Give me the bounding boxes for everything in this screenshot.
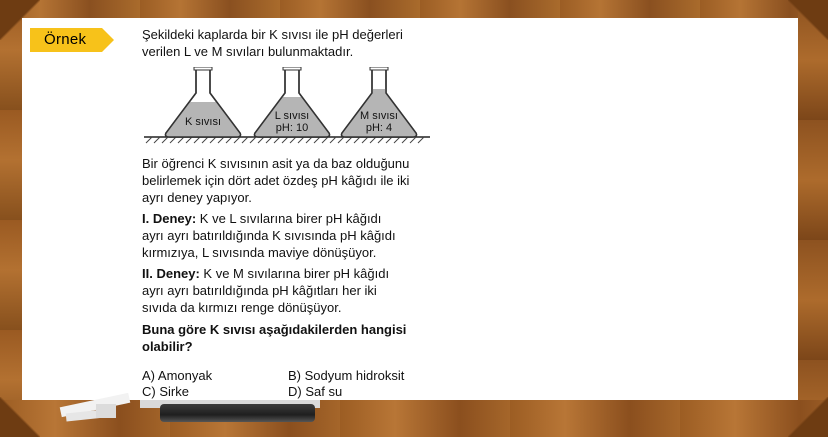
para1-line-3: ayrı deney yapıyor.: [142, 190, 252, 205]
eraser: [160, 404, 315, 422]
question-prompt: [142, 321, 442, 355]
flask-l-label: [259, 110, 325, 134]
flask-m-name: M sıvısı: [360, 110, 398, 122]
para1-line-1: Bir öğrenci K sıvısının asit ya da baz olduğunu: [142, 156, 410, 171]
exp2-line-3: sıvıda da kırmızı renge dönüşüyor.: [142, 300, 342, 315]
frame-right: [798, 0, 828, 437]
question-line-2: olabilir?: [142, 339, 193, 354]
exp1-line-1: [142, 210, 442, 227]
intro-line-2: verilen L ve M sıvıları bulunmaktadır.: [142, 44, 354, 59]
flask-l-ph: pH: 10: [275, 122, 309, 134]
question-line-1: Buna göre K sıvısı aşağıdakilerden hangisi: [142, 322, 407, 337]
exp2-title: II. Deney:: [142, 266, 200, 281]
exp1-line-3: kırmızıya, L sıvısında maviye dönüşüyor.: [142, 245, 377, 260]
flask-illustration: [142, 67, 432, 147]
badge-label: Örnek: [44, 31, 87, 48]
frame-left: [0, 0, 22, 437]
option-d[interactable]: D) Saf su: [288, 384, 343, 399]
paragraph-1: [142, 155, 442, 206]
flask-m-label: [346, 110, 412, 134]
flasks-figure: [142, 67, 432, 147]
exp2-line-1: [142, 265, 442, 282]
frame-corner: [788, 397, 828, 437]
flask-k-name: K sıvısı: [184, 116, 222, 128]
exp2-line-2: ayrı ayrı batırıldığında pH kâğıtları her iki: [142, 283, 377, 298]
option-a[interactable]: A) Amonyak: [142, 368, 213, 383]
flask-k-label: [170, 116, 236, 128]
frame-bottom: [0, 400, 828, 437]
example-badge: [30, 28, 114, 52]
exp2-line-1-text: K ve M sıvılarına birer pH kâğıdı: [199, 266, 390, 281]
intro-line-1: Şekildeki kaplarda bir K sıvısı ile pH değerleri: [142, 27, 403, 42]
exp1-title: I. Deney:: [142, 211, 197, 226]
question-text: [142, 26, 442, 60]
flask-m-ph: pH: 4: [365, 122, 393, 134]
option-c[interactable]: C) Sirke: [142, 384, 189, 399]
para1-line-2: belirlemek için dört adet özdeş pH kâğıdı ile iki: [142, 173, 410, 188]
flask-l-name: L sıvısı: [274, 110, 310, 122]
exp1-line-2: ayrı ayrı batırıldığında K sıvısında pH kâğıdı: [142, 228, 396, 243]
experiment-1: [142, 210, 442, 261]
question-body: [142, 155, 442, 359]
exp1-line-1-text: K ve L sıvılarına birer pH kâğıdı: [196, 211, 382, 226]
frame-corner: [0, 397, 40, 437]
frame-top: [0, 0, 828, 18]
experiment-2: [142, 265, 442, 316]
option-b[interactable]: B) Sodyum hidroksit: [288, 368, 405, 383]
chalk-piece: [96, 404, 116, 418]
